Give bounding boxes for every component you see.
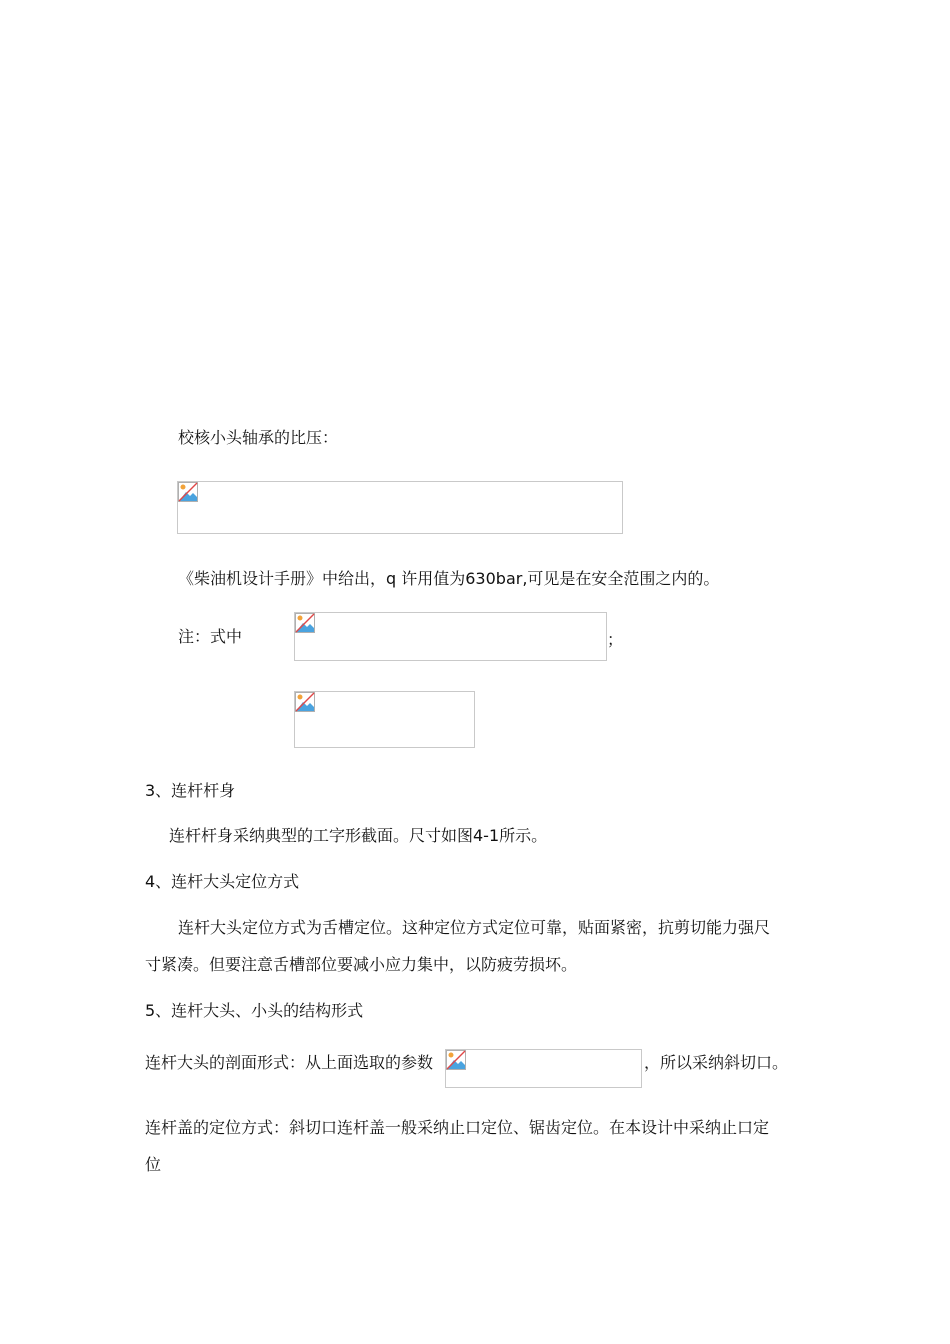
note-suffix: ； — [607, 630, 624, 649]
section-4-body-line-2: 寸紧凑。但要注意舌槽部位要减小应力集中，以防疲劳损坏。 — [145, 955, 578, 974]
section-3-heading: 3、连杆杆身 — [145, 781, 236, 800]
broken-image-icon — [295, 613, 315, 633]
formula-image-pressure — [177, 481, 623, 534]
section-4-heading: 4、连杆大头定位方式 — [145, 872, 300, 891]
broken-image-icon — [295, 692, 315, 712]
formula-image-note-2 — [294, 691, 475, 748]
section-5-heading: 5、连杆大头、小头的结构形式 — [145, 1001, 364, 1020]
check-pressure-label: 校核小头轴承的比压： — [178, 428, 339, 447]
section-3-body: 连杆杆身采纳典型的工字形截面。尺寸如图4-1所示。 — [169, 826, 548, 845]
cap-location-line-2: 位 — [145, 1155, 162, 1174]
section-form-prefix: 连杆大头的剖面形式：从上面选取的参数 — [145, 1053, 434, 1072]
formula-image-parameter — [445, 1049, 642, 1088]
section-4-body-line-1: 连杆大头定位方式为舌槽定位。这种定位方式定位可靠，贴面紧密，抗剪切能力强尺 — [178, 918, 771, 937]
section-form-suffix: ，所以采纳斜切口。 — [644, 1053, 789, 1072]
cap-location-line-1: 连杆盖的定位方式：斜切口连杆盖一般采纳止口定位、锯齿定位。在本设计中采纳止口定 — [145, 1118, 770, 1137]
broken-image-icon — [178, 482, 198, 502]
note-prefix: 注：式中 — [178, 627, 243, 646]
formula-image-note-1 — [294, 612, 607, 661]
broken-image-icon — [446, 1050, 466, 1070]
handbook-note: 《柴油机设计手册》中给出，q 许用值为630bar,可见是在安全范围之内的。 — [178, 569, 720, 588]
